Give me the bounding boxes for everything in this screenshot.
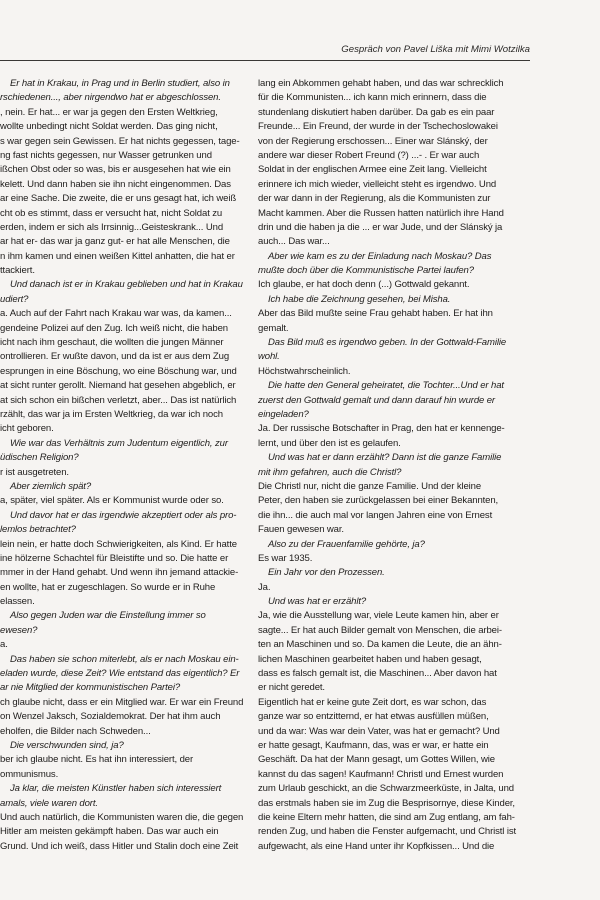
- left-text-line: Er hat in Krakau, in Prag und in Berlin studiert, also in: [10, 78, 230, 89]
- right-text-line: und da war: Was war dein Vater, was hat er gemacht? Und: [258, 725, 500, 737]
- right-text-line: eingeladen?: [258, 408, 309, 420]
- right-text-line: erinnere ich mich wieder, vielleicht steht es irgendwo. Und: [258, 178, 497, 190]
- left-text-line: ch glaube nicht, dass er ein Mitglied war. Er war ein Freund: [0, 696, 244, 708]
- right-text-line: gemalt.: [258, 322, 289, 334]
- right-text-line: Höchstwahrscheinlich.: [258, 365, 351, 377]
- right-text-line: Ein Jahr vor den Prozessen.: [268, 567, 385, 579]
- left-text-line: Die verschwunden sind, ja?: [10, 739, 124, 751]
- left-text-line: at sich schon ein bißchen verletzt, aber... Das ist natürlich: [0, 394, 237, 406]
- left-text-line: eholfen, die Bilder nach Schweden...: [0, 725, 151, 737]
- left-text-line: on Wenzel Jaksch, Sozialdemokrat. Der hat ihm auch: [0, 711, 221, 723]
- left-text-line: at sicht runter gerollt. Niemand hat gesehen abgeblich, er: [0, 380, 236, 392]
- left-text-line: Grund. Und ich weiß, dass Hitler und Stalin doch eine Zeit: [0, 840, 239, 852]
- right-text-line: von der Regierung erschossen... Einer war Slánský, der: [258, 135, 488, 147]
- left-text-line: mmer in der Hand gehabt. Und wenn ihn jemand attackie-: [0, 567, 239, 579]
- left-text-line: eladen wurde, diese Zeit? Wie entstand das eigentlich? Er: [0, 668, 240, 680]
- left-text-line: wollte unbedingt nicht Soldat werden. Das ging nicht,: [0, 121, 218, 133]
- left-text-line: Das haben sie schon miterlebt, als er nach Moskau ein-: [10, 653, 239, 665]
- left-text-line: ontrollieren. Er wußte davon, und da ist er aus dem Zug: [0, 351, 230, 363]
- right-text-line: Ich habe die Zeichnung gesehen, bei Misha.: [268, 293, 451, 305]
- right-text-line: ten an Maschinen und so. Da kamen die Leute, die an ähn-: [258, 639, 502, 651]
- left-text-line: udiert?: [0, 293, 29, 305]
- right-text-line: Es war 1935.: [258, 552, 313, 564]
- right-text-line: Ja, wie die Ausstellung war, viele Leute kamen hin, aber er: [258, 610, 499, 622]
- right-text-line: Und was hat er dann erzählt? Dann ist die ganze Familie: [268, 452, 502, 464]
- right-text-line: zuerst den Gottwald gemalt und dann darauf hin wurde er: [258, 394, 495, 406]
- right-text-line: Und was hat er erzählt?: [268, 596, 367, 608]
- left-text-line: a. Auch auf der Fahrt nach Krakau war was, da kamen...: [0, 308, 232, 320]
- right-text-line: für die Kommunisten... ich kann mich erinnern, dass die: [258, 92, 487, 104]
- left-text-line: a, später, viel später. Als er Kommunist wurde oder so.: [0, 495, 224, 507]
- left-text-line: Ja klar, die meisten Künstler haben sich interessiert: [10, 783, 222, 795]
- left-text-line: lein nein, er hatte doch Schwierigkeiten, als Kind. Er hatte: [0, 538, 237, 550]
- right-text-line: er hatte gesagt, Kaufmann, das, was er war, er hatte ein: [258, 739, 489, 751]
- right-text-line: dass es falsch gemalt ist, die Maschinen... Aber davon hat: [258, 668, 497, 680]
- right-text-line: stundenlang diskutiert haben darüber. Da gab es ein paar: [258, 106, 495, 118]
- right-text-line: der war dann in der Regierung, als die Kommunisten zur: [258, 193, 491, 205]
- left-text-line: erden, indem er sich als Irrsinnig...Geisteskrank... Und: [0, 221, 224, 233]
- left-text-line: ber ich glaube nicht. Es hat ihn interessiert, der: [0, 754, 194, 766]
- left-text-line: ewesen?: [0, 624, 38, 636]
- right-text-line: Das Bild muß es irgendwo geben. In der Gottwald-Familie: [268, 337, 507, 349]
- right-text-line: andere war dieser Robert Freund (?) ...- . Er war auch: [258, 149, 480, 161]
- left-text-line: ttackiert.: [0, 265, 35, 277]
- right-text-line: Freunde... Ein Freund, der wurde in der Tschechoslowakei: [258, 121, 498, 133]
- right-text-line: wohl.: [258, 351, 280, 363]
- left-text-line: a.: [0, 639, 8, 651]
- left-text-line: ine hölzerne Schachtel für Bleistifte und so. Die hatte er: [0, 552, 229, 564]
- right-text-line: Macht kammen. Aber die Russen hatten natürlich ihre Hand: [258, 207, 504, 219]
- left-text-line: s war gegen sein Gewissen. Er hat nichts gegessen, tage-: [0, 135, 240, 147]
- left-text-line: icht nach ihm geschaut, die wollten die jungen Männer: [0, 337, 224, 349]
- left-text-line: Und davor hat er das irgendwie akzeptiert oder als pro-: [10, 509, 237, 521]
- right-text-line: das erstmals haben sie im Zug die Besprisornye, diese Kinder,: [258, 797, 515, 809]
- left-text-line: , nein. Er hat... er war ja gegen den Ersten Weltkrieg,: [0, 106, 218, 118]
- left-text-line: ar nie Mitglied der kommunistischen Partei?: [0, 682, 181, 694]
- right-text-line: Fauen gewesen war.: [258, 524, 344, 536]
- right-text-line: kannst du das sagen! Kaufmann! Christl und Ernest wurden: [258, 768, 504, 780]
- right-text-line: Soldat in der englischen Armee eine Zeit lang. Vielleicht: [258, 164, 487, 176]
- left-text-line: rschiedenen..., aber nirgendwo hat er abgeschlossen.: [0, 92, 221, 104]
- right-text-line: drin und die haben ja die ... er war Jude, und der Slánský ja: [258, 221, 503, 233]
- left-text-line: ißchen Obst oder so was, bis er ausgesehen hat wie ein: [0, 164, 231, 176]
- right-text-line: aufgewacht, als eine Hand unter ihr Kopfkissen... Und die: [258, 840, 495, 852]
- right-text-column: [258, 77, 530, 852]
- left-text-line: ar hat er- das war ja ganz gut- er hat alle Menschen, die: [0, 236, 230, 248]
- left-text-line: esprungen in eine Böschung, wo eine Böschung war, und: [0, 365, 237, 377]
- left-text-line: Und danach ist er in Krakau geblieben und hat in Krakau: [10, 279, 243, 291]
- left-text-line: Wie war das Verhältnis zum Judentum eigentlich, zur: [10, 437, 228, 449]
- left-text-line: ommunismus.: [0, 768, 59, 780]
- right-text-line: Also zu der Frauenfamilie gehörte, ja?: [268, 538, 425, 550]
- left-text-line: kelett. Und dann haben sie ihn nicht eingenommen. Das: [0, 178, 231, 190]
- right-text-line: Ja. Der russische Botschafter in Prag, den hat er kennenge-: [258, 423, 505, 435]
- left-text-line: ar eine Sache. Die zweite, die er uns gesagt hat, ich weiß: [0, 193, 237, 205]
- left-text-line: en wollte, hat er zugeschlagen. So wurde er in Ruhe: [0, 581, 216, 593]
- left-text-line: gendeine Polizei auf den Zug. Ich weiß nicht, die haben: [0, 322, 228, 334]
- right-text-line: Die hatte den General geheiratet, die Tochter...Und er hat: [268, 380, 504, 392]
- right-text-line: Ja.: [258, 581, 271, 593]
- right-text-line: renden Zug, und haben die Fenster aufgemacht, und Christl ist: [258, 826, 517, 838]
- left-text-line: elassen.: [0, 596, 35, 608]
- header-rule: [0, 60, 530, 61]
- left-text-line: r ist ausgetreten.: [0, 466, 69, 478]
- right-text-line: sagte... Er hat auch Bilder gemalt von Menschen, die arbei-: [258, 624, 502, 636]
- left-text-line: cht ob es stimmt, dass er versucht hat, nicht Soldat zu: [0, 207, 223, 219]
- left-text-line: Aber ziemlich spät?: [10, 480, 92, 492]
- right-text-line: lang ein Abkommen gehabt haben, und das war schrecklich: [258, 78, 504, 89]
- right-text-line: lichen Maschinen gearbeitet haben und haben gesagt,: [258, 653, 482, 665]
- left-text-line: Hitler am meisten gekämpft haben. Das war auch ein: [0, 826, 219, 838]
- right-text-line: mit ihm gefahren, auch die Christl?: [258, 466, 402, 478]
- right-text-line: Eigentlich hat er keine gute Zeit dort, es war schon, das: [258, 696, 487, 708]
- right-text-line: lernt, und über den ist es gelaufen.: [258, 437, 401, 449]
- right-text-line: Aber wie kam es zu der Einladung nach Moskau? Das: [268, 250, 492, 262]
- right-text-line: Aber das Bild mußte seine Frau gehabt haben. Er hat ihn: [258, 308, 493, 320]
- left-text-line: n ihm kamen und einen weißen Kittel anhatten, die hat er: [0, 250, 235, 262]
- right-text-line: zum Urlaub geschickt, an die Schwarzmeerküste, in Jalta, und: [258, 783, 514, 795]
- right-text-line: mußte doch über die Kommunistische Partei laufen?: [258, 265, 474, 277]
- left-text-column: [0, 77, 244, 852]
- running-header: Gespräch von Pavel Liška mit Mimi Wotzilka: [341, 44, 530, 55]
- left-text-line: ng fast nichts gegessen, nur Wasser getrunken und: [0, 149, 212, 161]
- right-text-line: Die Christl nur, nicht die ganze Familie. Und der kleine: [258, 480, 482, 492]
- left-text-line: rzählt, das war ja im Ersten Weltkrieg, da war ich noch: [0, 408, 223, 420]
- right-text-line: er nicht geredet.: [258, 682, 325, 694]
- left-text-line: Und auch natürlich, die Kommunisten waren die, die gegen: [0, 811, 244, 823]
- right-text-line: ganze war so entzitternd, er hat etwas ausfüllen müßen,: [258, 711, 489, 723]
- left-text-line: üdischen Religion?: [0, 452, 79, 464]
- right-text-line: auch... Das war...: [258, 236, 330, 248]
- left-text-line: lemlos betrachtet?: [0, 524, 76, 536]
- right-text-line: Ich glaube, er hat doch denn (...) Gottwald gekannt.: [258, 279, 470, 291]
- left-text-line: icht geboren.: [0, 423, 54, 435]
- right-text-line: Geschäft. Da hat der Mann gesagt, um Gottes Willen, wie: [258, 754, 495, 766]
- right-text-line: die ihn... die auch mal vor langen Jahren eine von Ernest: [258, 509, 493, 521]
- left-text-line: Also gegen Juden war die Einstellung immer so: [10, 610, 206, 622]
- right-text-line: die keine Eltern mehr hatten, die sind am Zug entlang, am fah-: [258, 811, 515, 823]
- left-text-line: amals, viele waren dort.: [0, 797, 98, 809]
- right-text-line: Peter, den haben sie zurückgelassen bei einer Bekannten,: [258, 495, 499, 507]
